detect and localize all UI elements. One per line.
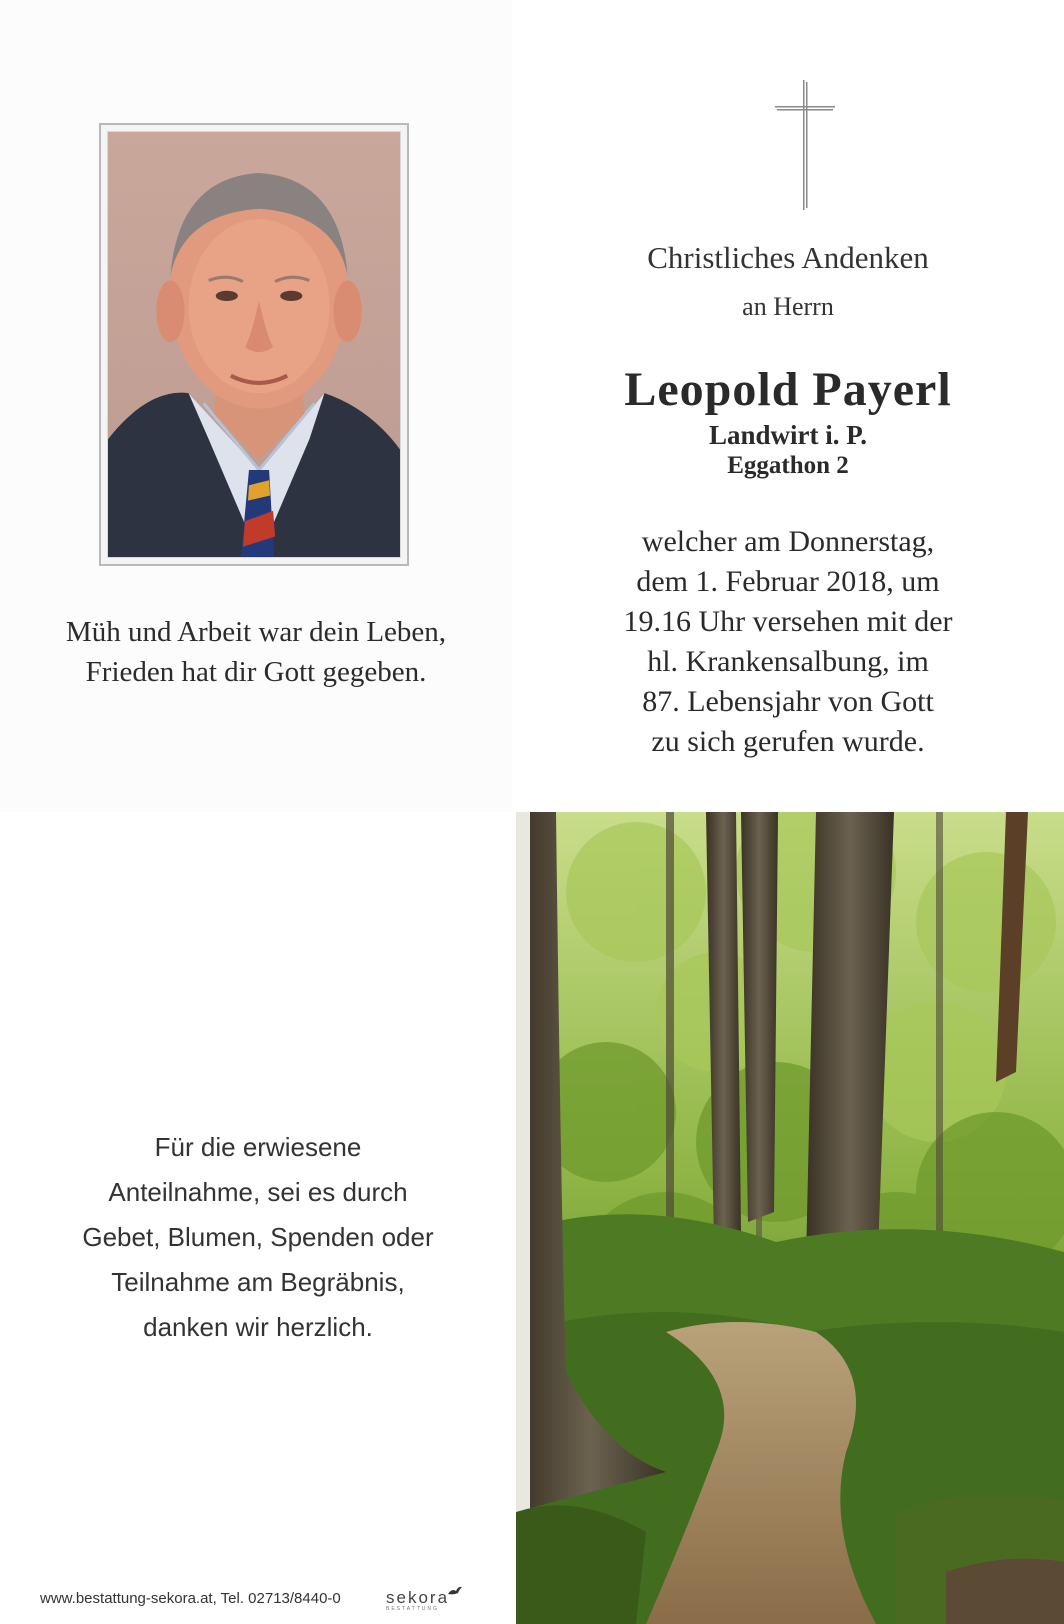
thanks-line: Für die erwiesene — [154, 1132, 362, 1162]
death-notice — [512, 522, 1064, 762]
thanks-line: danken wir herzlich. — [143, 1312, 373, 1342]
thanks-line: Gebet, Blumen, Spenden oder — [82, 1222, 434, 1252]
notice-line: 87. Lebensjahr von Gott — [642, 685, 934, 718]
footer-contact: www.bestattung-sekora.at, Tel. 02713/8440-0 — [40, 1590, 341, 1607]
portrait-panel — [0, 0, 512, 812]
cross-icon — [773, 80, 837, 210]
thanks-text — [0, 1125, 516, 1350]
deceased-profession: Landwirt i. P. — [708, 420, 868, 450]
notice-line: welcher am Donnerstag, — [641, 525, 935, 558]
portrait-frame — [99, 123, 409, 566]
memorial-heading: Christliches Andenken — [647, 240, 929, 275]
salutation: an Herrn — [742, 292, 834, 321]
verse — [0, 612, 512, 692]
memorial-text-panel — [512, 0, 1064, 812]
notice-line: zu sich gerufen wurde. — [651, 725, 925, 758]
thanks-panel — [0, 812, 516, 1624]
thanks-line: Teilnahme am Begräbnis, — [111, 1267, 405, 1297]
deceased-name: Leopold Payerl — [624, 363, 952, 416]
notice-line: hl. Krankensalbung, im — [647, 645, 929, 678]
portrait-photo — [107, 131, 401, 558]
bird-icon — [448, 1586, 462, 1596]
notice-line: dem 1. Februar 2018, um — [636, 565, 940, 598]
verse-line: Frieden hat dir Gott gegeben. — [85, 656, 427, 688]
verse-line: Müh und Arbeit war dein Leben, — [65, 616, 447, 648]
deceased-address: Eggathon 2 — [727, 452, 849, 479]
notice-line: 19.16 Uhr versehen mit der — [623, 605, 953, 638]
forest-image — [516, 812, 1064, 1624]
brand-subtitle: BESTATTUNG — [386, 1606, 439, 1612]
brand-name: sekora — [386, 1588, 450, 1607]
brand-logo — [386, 1588, 449, 1612]
thanks-line: Anteilnahme, sei es durch — [108, 1177, 408, 1207]
